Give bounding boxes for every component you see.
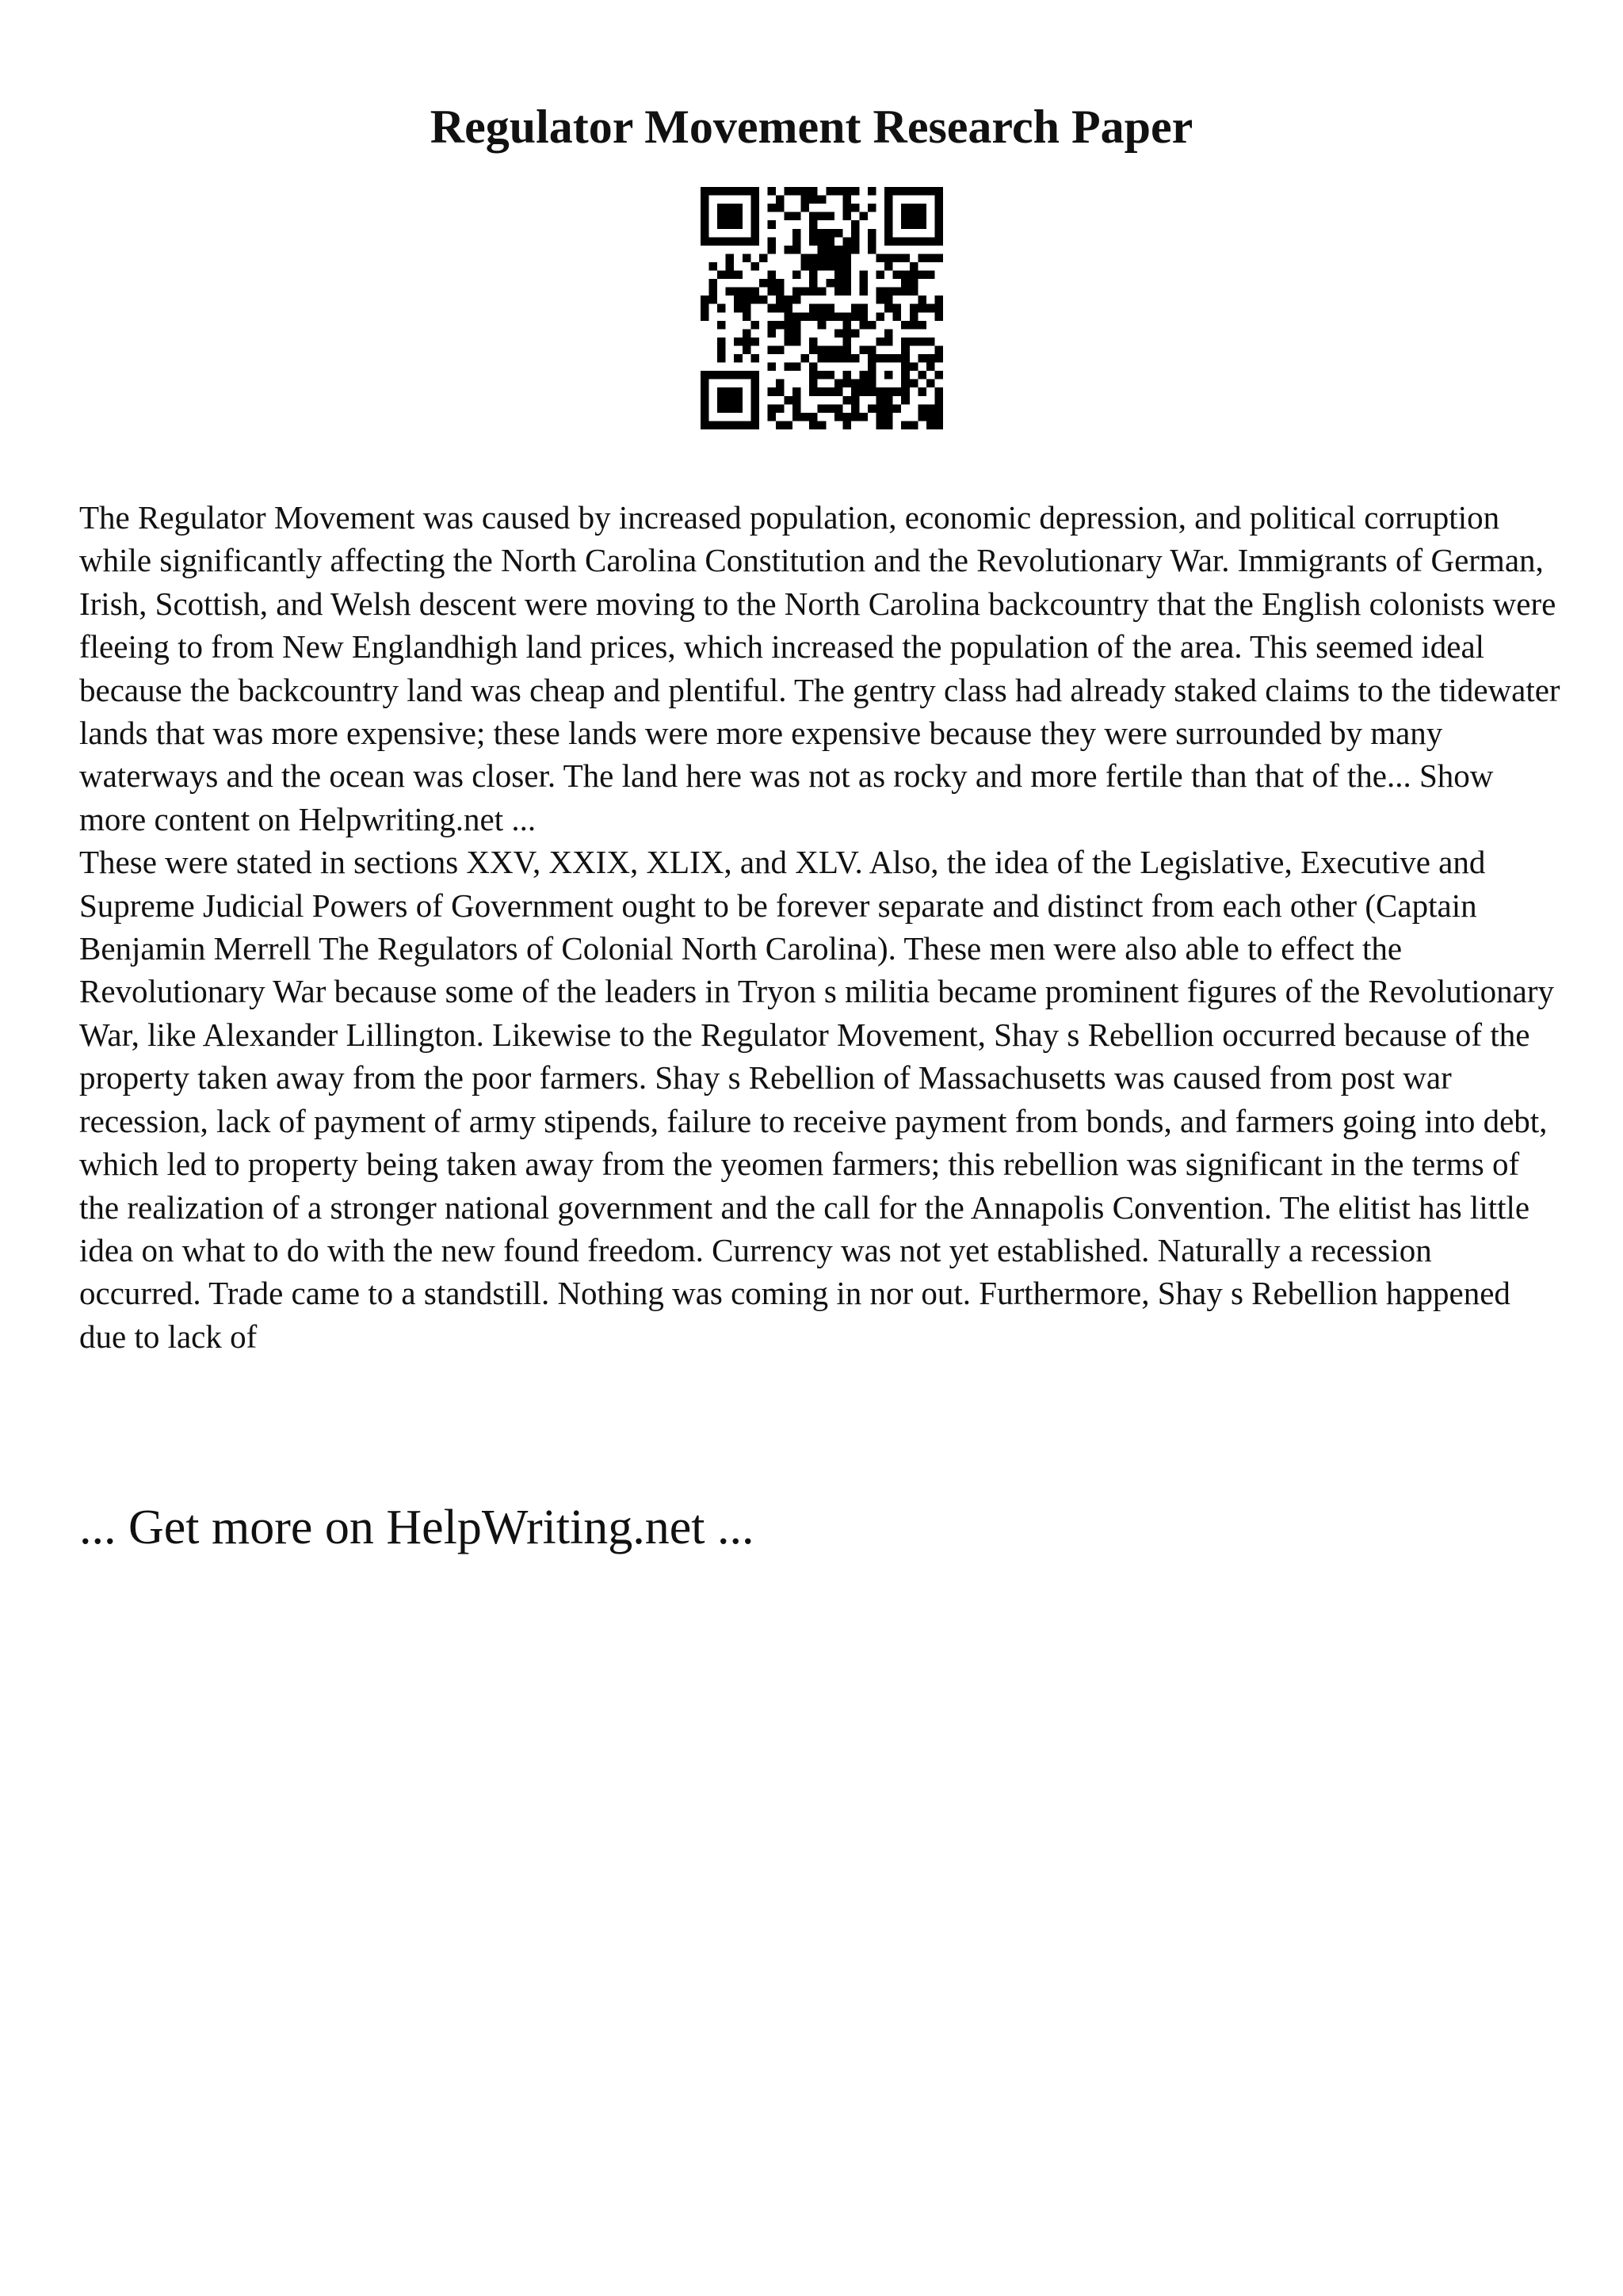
get-more-link[interactable]: ... Get more on HelpWriting.net ... (79, 1501, 754, 1554)
page-title: Regulator Movement Research Paper (430, 101, 1193, 153)
paragraph-1: The Regulator Movement was caused by increased population, economic depression, and political corruption while significantly affecting the North Carolina Constitution and the Revolutionary War. Immigrants of German, Irish, Scottish, and Welsh descent were moving to the North Carolina backcountry that the English colonists were fleeing to from New Englandhigh land prices, which increased the population of the area. This seemed ideal because the backcountry land was cheap and plentiful. The gentry class had already staked claims to the tidewater lands that was more expensive; these lands were more expensive because they were surrounded by many waterways and the ocean was closer. The land here was not as rocky and more fertile than that of the... Show more content on Helpwriting.net ... (79, 499, 1560, 837)
qr-code-icon (701, 187, 943, 429)
paragraph-2: These were stated in sections XXV, XXIX, XLIX, and XLV. Also, the idea of the Legislative, Executive and Supreme Judicial Powers of Government ought to be forever separate and distinct from each other (Captain Benjamin Merrell The Regulators of Colonial North Carolina). These men were also able to effect the Revolutionary War because some of the leaders in Tryon s militia became prominent figures of the Revolutionary War, like Alexander Lillington. Likewise to the Regulator Movement, Shay s Rebellion occurred because of the property taken away from the poor farmers. Shay s Rebellion of Massachusetts was caused from post war recession, lack of payment of army stipends, failure to receive payment from bonds, and farmers going into debt, which led to property being taken away from the yeomen farmers; this rebellion was significant in the terms of the realization of a stronger national government and the call for the Annapolis Convention. The elitist has little idea on what to do with the new found freedom. Currency was not yet established. Naturally a recession occurred. Trade came to a standstill. Nothing was coming in nor out. Furthermore, Shay s Rebellion happened due to lack of (79, 844, 1554, 1355)
article-body (79, 496, 1561, 1358)
